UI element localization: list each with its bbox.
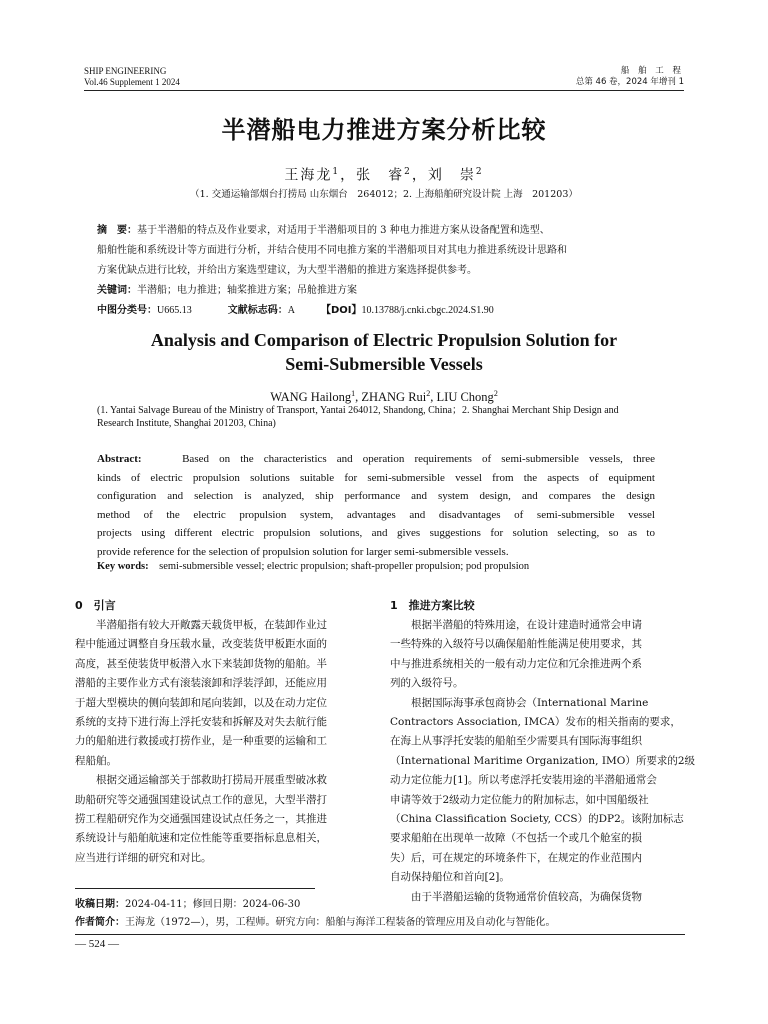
doi-label: 【DOI】 <box>320 305 362 316</box>
abstract-en-line: Abstract: Based on the characteristics and operation requirements of semi-submersible vessels, three <box>97 453 656 465</box>
paper-title-cn: 半潜船电力推进方案分析比较 <box>221 116 547 144</box>
journal-name-en: SHIP ENGINEERING <box>84 66 167 76</box>
author-name: LIU Chong <box>436 390 494 405</box>
author-bio: 作者简介：王海龙（1972—），男，工程师。研究方向：船舶与海洋工程装备的管理应用及自动化与智能化。 <box>75 917 556 928</box>
abstract-en-line: method of the electric propulsion system, advantages and disadvantages of semi-submersible vessel <box>97 508 655 521</box>
keywords-cn: 关键词：半潜船；电力推进；轴桨推进方案；吊舱推进方案 <box>97 285 357 296</box>
author-name: ZHANG Rui <box>361 390 427 405</box>
abstract-en <box>97 450 655 562</box>
author-affil-mark: 1 <box>351 389 356 398</box>
clc-value: U665.13 <box>157 305 192 316</box>
paragraph: 根据交通运输部关于部救助打捞局开展重型破冰救 助船研究等交通强国建设试点工作的意见，大型半潜打 捞工程船研究作为交通强国建设试点任务之一，其推进 系统设计与船舶航速和定位性能等重要指标息息相关， 应当进行详细的研究和对比。 <box>75 774 327 864</box>
body-column-right <box>390 596 696 907</box>
page-number: — 524 — <box>75 938 119 950</box>
keywords-en: Key words: semi-submersible vessel; electric propulsion; shaft-propeller propulsion; pod propulsion <box>97 561 530 572</box>
paragraph: 根据国际海事承包商协会（International Marine Contractors Association, IMCA）发布的相关指南的要求， 在海上从事浮托安装的船舶至少需要具有国际海事组织 （International Maritime Organization, IMO）所要求的2级 动力定位能力[1]。所以考虑浮托安装用途的半潜船通常会 申请等效于2级动力定位能力的附加标志，如中国船级社 （China Classification Society, CCS）的DP2。该附加标志 要求船舶在出现单一故障（不包括一个或几个舱室的损 失）后，可在规定的环境条件下，在规定的作业范围内 自动保持船位和首向[2]。 <box>390 696 696 884</box>
affiliation-en: (1. Yantai Salvage Bureau of the Ministry of Transport, Yantai 264012, Shandong, China；2. Shanghai Merchant Ship Design and Research Institute, Shanghai 201203, China) <box>97 405 619 429</box>
abstract-cn-line: 船舶性能和系统设计等方面进行分析，并结合使用不同电推方案的半潜船项目对其电力推进系统设计思路和 <box>97 245 567 256</box>
abstract-en-line: projects using different electric propulsion solutions, and gives suggestions for solution selecting, so as to <box>97 527 655 540</box>
author-affil-mark: 1 <box>332 167 341 177</box>
classification-line <box>97 301 657 321</box>
author-name: 刘 崇 <box>427 167 476 184</box>
body-column-left <box>75 596 362 868</box>
abstract-en-line: provide reference for the selection of propulsion solution for larger semi-submersible vessels. <box>97 545 509 558</box>
clc-label: 中图分类号： <box>97 305 157 316</box>
journal-header-cn <box>576 66 684 88</box>
author-affil-mark: 2 <box>475 167 484 177</box>
section-heading-introduction: 0 引言 <box>75 599 116 612</box>
keywords-cn-label: 关键词： <box>97 285 137 296</box>
author-name: 王海龙 <box>284 167 333 184</box>
abstract-en-label: Abstract: <box>97 453 142 465</box>
affiliation-cn: （1. 交通运输部烟台打捞局 山东烟台 264012；2. 上海船舶研究设计院 上海 201203） <box>190 189 578 200</box>
author-affil-mark: 2 <box>404 167 412 177</box>
journal-header-en <box>84 66 180 88</box>
footnote-rule <box>75 888 315 889</box>
bio-label: 作者简介： <box>75 917 125 928</box>
abstract-cn-line: 方案优缺点进行比较，并给出方案选型建议，为大型半潜船的推进方案选择提供参考。 <box>97 265 477 276</box>
received-dates: 收稿日期：2024-04-11；修回日期：2024-06-30 <box>75 899 301 910</box>
paragraph: 半潜船指有较大开敞露天载货甲板，在装卸作业过 程中能通过调整自身压载水量，改变装货甲板距水面的 高度，甚至使装货甲板潜入水下来装卸货物的船舶。半 潜船的主要作业方式有滚装滚卸和浮装浮卸，还能应用 于超大型模块的侧向装卸和尾向装卸，以及在动力定位 系统的支持下进行海上浮托安装和拆解及对失去航行能 力的船舶进行救援或打捞作业，是一种重要的运输和工 程船舶。 <box>75 619 327 767</box>
paragraph: 根据半潜船的特殊用途，在设计建造时通常会申请 一些特殊的入级符号以确保船舶性能满足使用要求，其 中与推进系统相关的一般有动力定位和冗余推进两个系 列的入级符号。 <box>390 619 642 690</box>
footer-rule <box>75 934 685 935</box>
abstract-cn-label: 摘 要： <box>97 225 137 236</box>
journal-name-cn: 船 舶 工 程 <box>620 66 684 76</box>
journal-issue-cn: 总第 46 卷，2024 年增刊 1 <box>575 77 684 87</box>
abstract-en-line: kinds of electric propulsion solutions suitable for semi-submersible vessel from the aspects of equipment <box>97 471 655 484</box>
abstract-en-line: configuration and selection is analyzed, ship performance and system design, and compares the design <box>97 490 655 503</box>
journal-issue-en: Vol.46 Supplement 1 2024 <box>84 77 180 87</box>
dates-label: 收稿日期： <box>75 899 125 910</box>
authors-en: WANG Hailong$^1$, ZHANG Rui$^2$, LIU Chong$^2$ <box>270 389 498 405</box>
abstract-cn-line: 摘 要：基于半潜船的特点及作业要求，对适用于半潜船项目的 3 种电力推进方案从设备配置和选型、 <box>97 225 550 236</box>
abstract-cn <box>97 221 657 321</box>
section-heading-propulsion: 1 推进方案比较 <box>390 599 475 612</box>
doc-code-value: A <box>287 305 295 316</box>
authors-cn: 王海龙$^1$，张 睿$^2$，刘 崇$^2$ <box>284 167 484 184</box>
doi-link[interactable]: 10.13788/j.cnki.cbgc.2024.S1.90 <box>361 305 494 316</box>
paper-title-en: Analysis and Comparison of Electric Propulsion Solution for Semi-Submersible Vessels <box>150 330 618 374</box>
doc-code-label: 文献标志码： <box>227 305 288 316</box>
paragraph: 由于半潜船运输的货物通常价值较高，为确保货物 <box>411 890 642 903</box>
author-name: 张 睿 <box>356 167 405 184</box>
author-affil-mark: 2 <box>426 389 431 398</box>
header-rule <box>84 90 684 91</box>
author-name: WANG Hailong <box>270 390 352 405</box>
keywords-en-label: Key words: <box>97 561 149 572</box>
author-affil-mark: 2 <box>493 389 498 398</box>
